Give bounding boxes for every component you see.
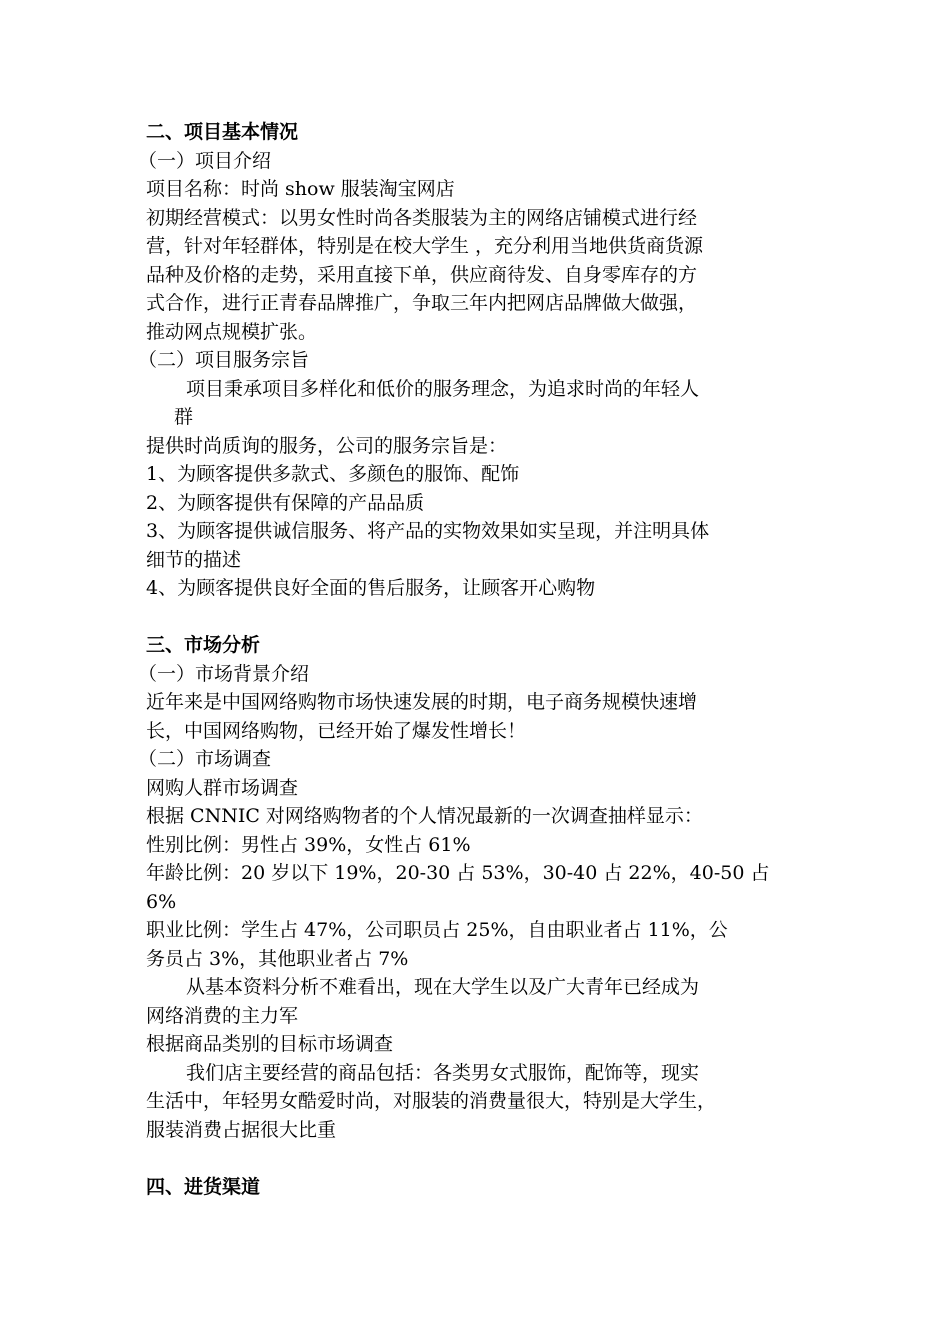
business-mode-line: 品种及价格的走势，采用直接下单，供应商待发、自身零库存的方 [146,263,698,286]
subsection-market-background: （一）市场背景介绍 [138,662,310,685]
survey-intro: 根据 CNNIC 对网络购物者的个人情况最新的一次调查抽样显示： [146,805,703,827]
age-ratio-cont: 6% [146,890,177,913]
job-ratio: 职业比例：学生占 47%，公司职员占 25%，自由职业者占 11%，公 [146,919,728,941]
tenet-item-3: 3、为顾客提供诚信服务、将产品的实物效果如实呈现，并注明具体 [146,520,710,542]
goods-line: 生活中，年轻男女酷爱时尚，对服装的消费量很大，特别是大学生， [146,1090,717,1112]
gender-ratio: 性别比例：男性占 39%，女性占 61% [146,833,471,856]
spacer [146,603,826,632]
tenet-line: 项目秉承项目多样化和低价的服务理念，为追求时尚的年轻人 [186,377,700,400]
category-survey-title: 根据商品类别的目标市场调查 [146,1033,394,1055]
analysis-line: 从基本资料分析不难看出，现在大学生以及广大青年已经成为 [186,976,700,998]
analysis-line: 网络消费的主力军 [146,1004,299,1027]
document-page [138,118,826,1201]
age-ratio: 年龄比例：20 岁以下 19%，20-30 占 53%，30-40 占 22%，40-50 占 [146,862,770,884]
background-line: 长，中国网络购物，已经开始了爆发性增长！ [146,719,527,742]
section-3-heading: 三、市场分析 [146,634,261,656]
subsection-project-intro: （一）项目介绍 [138,149,272,172]
business-mode-line: 推动网点规模扩张。 [146,320,318,343]
tenet-item-4: 4、为顾客提供良好全面的售后服务，让顾客开心购物 [146,577,596,599]
business-mode-line: 初期经营模式：以男女性时尚各类服装为主的网络店铺模式进行经 [146,206,698,229]
business-mode-line: 式合作，进行正青春品牌推广，争取三年内把网店品牌做大做强， [146,292,698,314]
section-2-heading: 二、项目基本情况 [146,121,299,143]
background-line: 近年来是中国网络购物市场快速发展的时期，电子商务规模快速增 [146,691,698,713]
survey-title: 网购人群市场调查 [146,776,299,799]
tenet-line: 提供时尚质询的服务，公司的服务宗旨是： [146,434,508,457]
tenet-item-2: 2、为顾客提供有保障的产品品质 [146,491,425,514]
tenet-line: 群 [174,406,194,428]
goods-line: 我们店主要经营的商品包括：各类男女式服饰，配饰等，现实 [186,1061,700,1084]
business-mode-line: 营，针对年轻群体，特别是在校大学生 ，充分利用当地供货商货源 [146,235,704,257]
tenet-item-1: 1、为顾客提供多款式、多颜色的服饰、配饰 [146,463,520,485]
section-4-heading: 四、进货渠道 [146,1175,261,1198]
project-name: 项目名称：时尚 show 服装淘宝网店 [146,178,455,200]
job-ratio-cont: 务员占 3%，其他职业者占 7% [146,947,409,970]
subsection-market-survey: （二）市场调查 [138,748,272,770]
tenet-item-3-cont: 细节的描述 [146,548,242,571]
subsection-service-tenet: （二）项目服务宗旨 [138,349,310,371]
goods-line: 服装消费占据很大比重 [146,1118,337,1141]
spacer [146,1144,826,1173]
